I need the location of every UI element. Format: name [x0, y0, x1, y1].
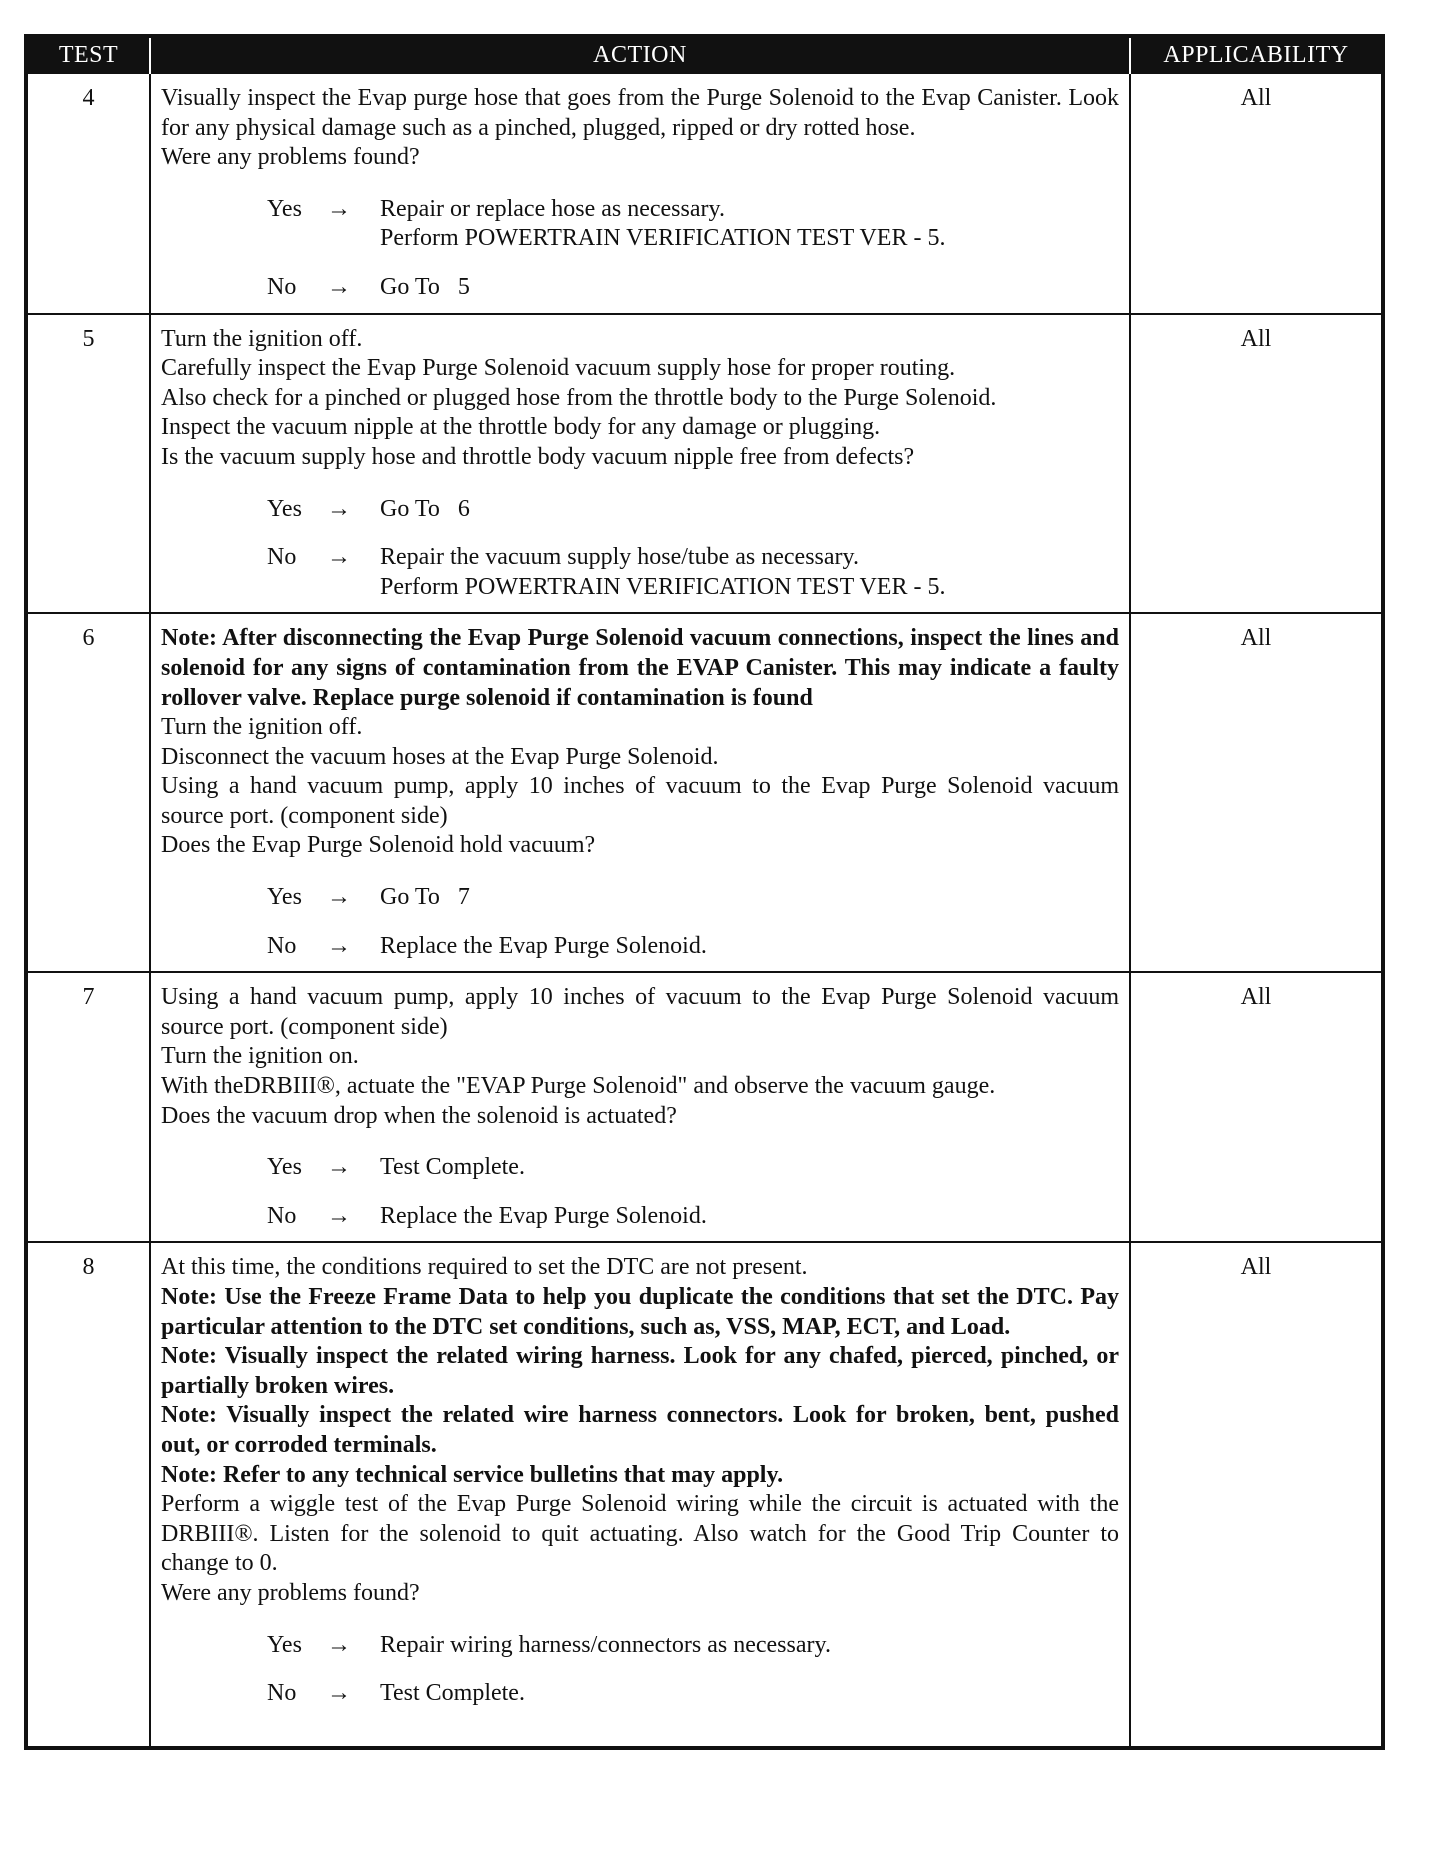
yes-option — [161, 495, 1119, 525]
action-text: Turn the ignition off. — [161, 714, 363, 741]
action-text: At this time, the conditions required to set the DTC are not present. — [161, 1254, 808, 1281]
action-note: Note: Visually inspect the related wiring harness. Look for any chafed, pierced, pinched, or partially broken wires. — [161, 1343, 1119, 1399]
result-line: Go To 6 — [380, 495, 470, 522]
action-cell — [150, 613, 1130, 972]
diagnostic-test-table — [24, 34, 1385, 1750]
applicability-value: All — [1130, 314, 1383, 614]
action-question: Does the Evap Purge Solenoid hold vacuum? — [161, 832, 596, 859]
result-line: Test Complete. — [380, 1680, 525, 1707]
action-note: Note: Visually inspect the related wire harness connectors. Look for broken, bent, pushed out, or corroded terminals. — [161, 1402, 1119, 1458]
no-result — [380, 932, 1119, 962]
yes-label: Yes — [267, 495, 302, 522]
action-text: Disconnect the vacuum hoses at the Evap Purge Solenoid. — [161, 743, 719, 770]
no-option — [161, 543, 1119, 602]
yes-option — [161, 1153, 1119, 1183]
arrow-right-icon: → — [327, 1631, 351, 1658]
result-line: Test Complete. — [380, 1154, 525, 1181]
result-line: Repair wiring harness/connectors as necessary. — [380, 1631, 831, 1658]
action-text: Also check for a pinched or plugged hose from the throttle body to the Purge Solenoid. — [161, 384, 997, 411]
table-header — [26, 36, 1383, 73]
table-row — [26, 314, 1383, 614]
action-text: Using a hand vacuum pump, apply 10 inches of vacuum to the Evap Purge Solenoid vacuum source port. (component side) — [161, 773, 1119, 829]
no-option — [161, 932, 1119, 962]
result-line: Repair the vacuum supply hose/tube as necessary. — [380, 544, 859, 571]
action-note: Note: Refer to any technical service bulletins that may apply. — [161, 1461, 784, 1488]
no-option — [161, 1679, 1119, 1709]
arrow-right-icon: → — [327, 1202, 351, 1229]
no-label: No — [267, 544, 297, 571]
test-number: 8 — [26, 1242, 150, 1748]
yes-label: Yes — [267, 1631, 302, 1658]
applicability-value: All — [1130, 613, 1383, 972]
test-number: 5 — [26, 314, 150, 614]
diagnostic-table-page — [24, 34, 1381, 1750]
table-row — [26, 1242, 1383, 1748]
no-label: No — [267, 1202, 297, 1229]
action-text: Carefully inspect the Evap Purge Solenoid vacuum supply hose for proper routing. — [161, 355, 956, 382]
arrow-right-icon: → — [327, 495, 351, 522]
arrow-right-icon: → — [327, 884, 351, 911]
action-cell — [150, 314, 1130, 614]
yes-option — [161, 195, 1119, 254]
arrow-right-icon: → — [327, 1154, 351, 1181]
table-row — [26, 73, 1383, 314]
yes-label: Yes — [267, 1154, 302, 1181]
yes-result — [380, 1153, 1119, 1183]
action-question: Is the vacuum supply hose and throttle body vacuum nipple free from defects? — [161, 443, 915, 470]
arrow-right-icon: → — [327, 1680, 351, 1707]
no-result — [380, 543, 1119, 602]
applicability-value: All — [1130, 1242, 1383, 1748]
action-text: Using a hand vacuum pump, apply 10 inches of vacuum to the Evap Purge Solenoid vacuum source port. (component side) — [161, 984, 1119, 1040]
result-line: Go To 5 — [380, 273, 470, 300]
action-text: Inspect the vacuum nipple at the throttle body for any damage or plugging. — [161, 414, 881, 441]
yes-label: Yes — [267, 195, 302, 222]
action-cell — [150, 1242, 1130, 1748]
no-label: No — [267, 932, 297, 959]
arrow-right-icon: → — [327, 273, 351, 300]
header-test: TEST — [26, 36, 150, 73]
arrow-right-icon: → — [327, 932, 351, 959]
no-option — [161, 1202, 1119, 1232]
arrow-right-icon: → — [327, 544, 351, 571]
header-action: ACTION — [150, 36, 1130, 73]
result-line: Repair or replace hose as necessary. — [380, 195, 725, 222]
action-text: Perform a wiggle test of the Evap Purge Solenoid wiring while the circuit is actuated with the DRBIII®. Listen for the solenoid to quit actuating. Also watch for the Good Trip Counter to change to 0. — [161, 1491, 1119, 1577]
yes-option — [161, 883, 1119, 913]
test-number: 7 — [26, 972, 150, 1242]
yes-result — [380, 195, 1119, 254]
applicability-value: All — [1130, 972, 1383, 1242]
action-text: Turn the ignition off. — [161, 325, 363, 352]
action-question: Were any problems found? — [161, 1579, 420, 1606]
action-text: Visually inspect the Evap purge hose that goes from the Purge Solenoid to the Evap Canister. Look for any physical damage such as a pinched, plugged, ripped or dry rotted hose. — [161, 85, 1119, 141]
test-number: 4 — [26, 73, 150, 314]
action-text: Turn the ignition on. — [161, 1043, 359, 1070]
result-line: Go To 7 — [380, 884, 470, 911]
yes-result — [380, 883, 1119, 913]
table-row — [26, 972, 1383, 1242]
no-option — [161, 273, 1119, 303]
yes-result — [380, 495, 1119, 525]
applicability-value: All — [1130, 73, 1383, 314]
action-question: Were any problems found? — [161, 144, 420, 171]
action-note: Note: After disconnecting the Evap Purge Solenoid vacuum connections, inspect the lines and solenoid for any signs of contamination from the EVAP Canister. This may indicate a faulty rollover valve. Replace purge solenoid if contamination is found — [161, 625, 1119, 711]
no-result — [380, 1202, 1119, 1232]
result-line: Perform POWERTRAIN VERIFICATION TEST VER - 5. — [380, 573, 946, 600]
yes-label: Yes — [267, 884, 302, 911]
action-note: Note: Use the Freeze Frame Data to help you duplicate the conditions that set the DTC. Pay particular attention to the DTC set conditions, such as, VSS, MAP, ECT, and Load. — [161, 1284, 1119, 1340]
yes-result — [380, 1631, 1119, 1661]
header-applicability: APPLICABILITY — [1130, 36, 1383, 73]
arrow-right-icon: → — [327, 195, 351, 222]
result-line: Replace the Evap Purge Solenoid. — [380, 1202, 707, 1229]
table-row — [26, 613, 1383, 972]
no-result — [380, 1679, 1119, 1709]
action-text: With theDRBIII®, actuate the "EVAP Purge Solenoid" and observe the vacuum gauge. — [161, 1073, 996, 1100]
no-label: No — [267, 1680, 297, 1707]
test-number: 6 — [26, 613, 150, 972]
action-question: Does the vacuum drop when the solenoid is actuated? — [161, 1102, 677, 1129]
action-cell — [150, 972, 1130, 1242]
no-label: No — [267, 273, 297, 300]
result-line: Perform POWERTRAIN VERIFICATION TEST VER - 5. — [380, 225, 946, 252]
action-cell — [150, 73, 1130, 314]
no-result — [380, 273, 1119, 303]
yes-option — [161, 1631, 1119, 1661]
result-line: Replace the Evap Purge Solenoid. — [380, 932, 707, 959]
